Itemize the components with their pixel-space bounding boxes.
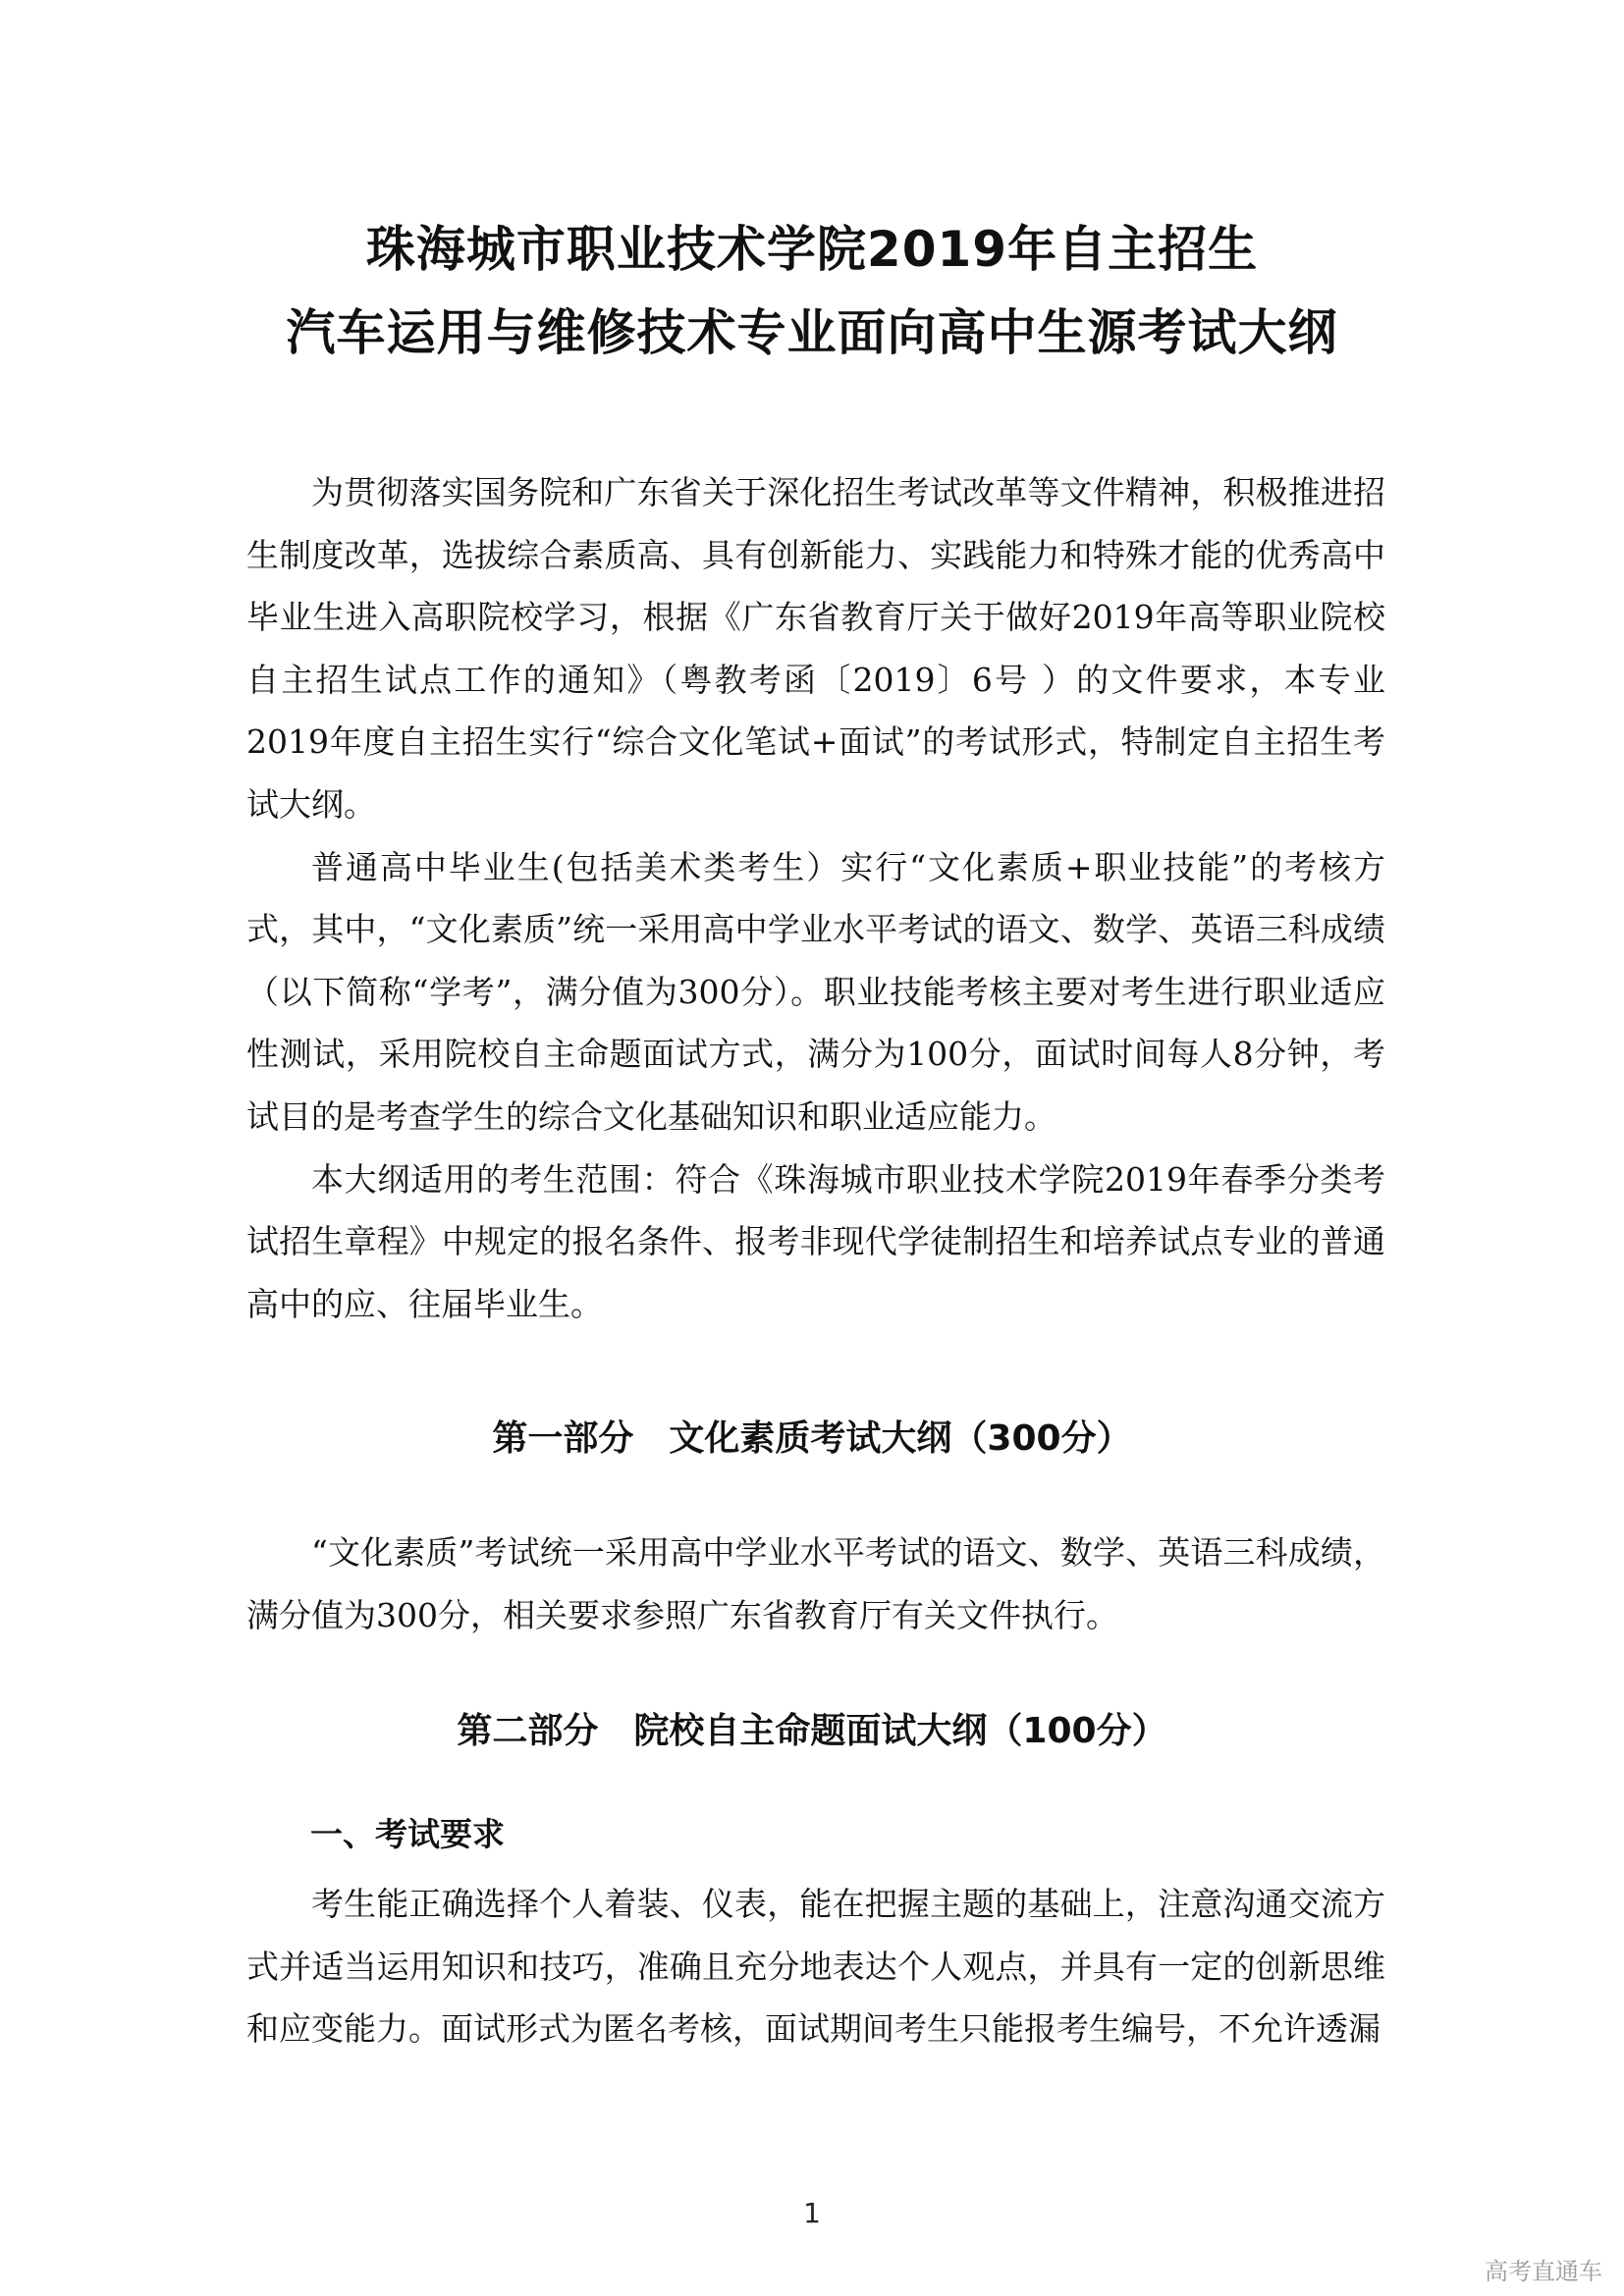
document-title-line2: 汽车运用与维修技术专业面向高中生源考试大纲 bbox=[286, 304, 1338, 361]
section1-body bbox=[246, 1522, 1385, 1646]
intro-paragraph-2: 普通高中毕业生(包括美术类考生）实行“文化素质+职业技能”的考核方式，其中，“文化素质”统一采用高中学业水平考试的语文、数学、英语三科成绩（以下简称“学考”，满分值为300分）。职业技能考核主要对考生进行职业适应性测试，采用院校自主命题面试方式，满分为100分，面试时间每人8分钟，考试目的是考查学生的综合文化基础知识和职业适应能力。 bbox=[246, 847, 1385, 1136]
section1-paragraph: “文化素质”考试统一采用高中学业水平考试的语文、数学、英语三科成绩，满分值为300分，相关要求参照广东省教育厅有关文件执行。 bbox=[246, 1533, 1385, 1634]
section2-heading: 第二部分 院校自主命题面试大纲（100分） bbox=[457, 1711, 1167, 1751]
document-title-line1: 珠海城市职业技术学院2019年自主招生 bbox=[365, 221, 1259, 278]
intro-paragraph-1: 为贯彻落实国务院和广东省关于深化招生考试改革等文件精神，积极推进招生制度改革，选拔综合素质高、具有创新能力、实践能力和特殊才能的优秀高中毕业生进入高职院校学习，根据《广东省教育厅关于做好2019年高等职业院校自主招生试点工作的通知》（粤教考函〔2019〕6号 ）的文件要求，本专业2019年度自主招生实行“综合文化笔试+面试”的考试形式，特制定自主招生考试大纲。 bbox=[246, 473, 1385, 824]
section1-heading: 第一部分 文化素质考试大纲（300分） bbox=[492, 1418, 1132, 1459]
intro-paragraph-3: 本大纲适用的考生范围：符合《珠海城市职业技术学院2019年春季分类考试招生章程》中规定的报名条件、报考非现代学徒制招生和培养试点专业的普通高中的应、往届毕业生。 bbox=[246, 1159, 1385, 1323]
page-number: 1 bbox=[803, 2197, 821, 2229]
watermark-text: 高考直通车 bbox=[1485, 2258, 1602, 2285]
intro-section bbox=[246, 461, 1385, 1335]
section2-body bbox=[246, 1873, 1385, 2060]
section2-paragraph: 考生能正确选择个人着装、仪表，能在把握主题的基础上，注意沟通交流方式并适当运用知识和技巧，准确且充分地表达个人观点，并具有一定的创新思维和应变能力。面试形式为匿名考核，面试期间考生只能报考生编号，不允许透漏 bbox=[246, 1885, 1385, 2049]
section2-subheading: 一、考试要求 bbox=[310, 1815, 505, 1853]
